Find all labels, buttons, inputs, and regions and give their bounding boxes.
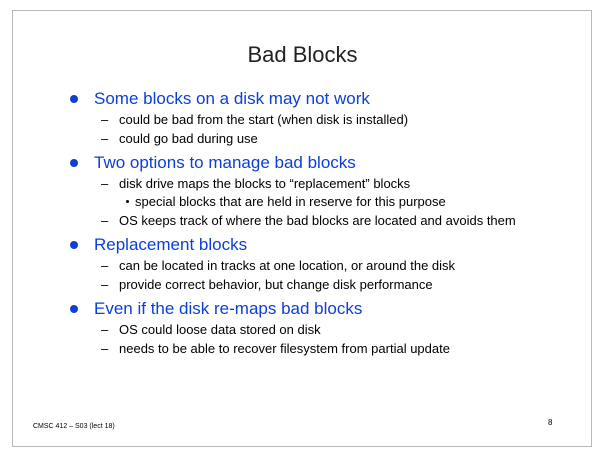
dash-icon: – <box>101 213 109 228</box>
dash-icon: – <box>101 131 109 146</box>
slide-title: Bad Blocks <box>247 42 358 67</box>
bullet-text: Two options to manage bad blocks <box>94 153 356 172</box>
dash-icon: – <box>101 322 109 337</box>
bullet-even-if-remaps <box>67 298 567 319</box>
dash-icon: – <box>101 258 109 273</box>
dash-icon: – <box>101 341 109 356</box>
sub-bullet-text: needs to be able to recover filesystem from partial update <box>119 341 450 356</box>
bullet-replacement-blocks <box>67 234 567 255</box>
bullet-text: Some blocks on a disk may not work <box>94 89 370 108</box>
sub-sub-bullet-text: special blocks that are held in reserve for this purpose <box>135 194 446 209</box>
sub-bullet <box>67 212 567 229</box>
dash-icon: – <box>101 176 109 191</box>
sub-bullet-text: OS could loose data stored on disk <box>119 322 321 337</box>
sub-bullet <box>67 321 567 338</box>
sub-bullet-text: could be bad from the start (when disk is installed) <box>119 112 409 127</box>
bullet-dot-icon <box>70 159 78 167</box>
bullet-text: Replacement blocks <box>94 235 248 254</box>
slide-content <box>67 88 567 357</box>
sub-bullet-text: disk drive maps the blocks to “replacement” blocks <box>119 176 411 191</box>
small-dot-icon <box>126 200 129 203</box>
sub-bullet <box>67 340 567 357</box>
sub-bullet <box>67 175 567 192</box>
sub-sub-bullet <box>67 193 567 210</box>
sub-bullet <box>67 276 567 293</box>
sub-bullet-text: can be located in tracks at one location, or around the disk <box>119 258 456 273</box>
bullet-text: Even if the disk re-maps bad blocks <box>94 299 363 318</box>
sub-bullet-text: OS keeps track of where the bad blocks are located and avoids them <box>119 213 516 228</box>
bullet-two-options <box>67 152 567 173</box>
page-number: 8 <box>548 418 553 427</box>
sub-bullet-text: provide correct behavior, but change disk performance <box>119 277 433 292</box>
sub-bullet <box>67 111 567 128</box>
sub-bullet-text: could go bad during use <box>119 131 258 146</box>
bullet-dot-icon <box>70 305 78 313</box>
bullet-dot-icon <box>70 95 78 103</box>
sub-bullet <box>67 257 567 274</box>
sub-bullet <box>67 130 567 147</box>
bullet-some-blocks <box>67 88 567 109</box>
dash-icon: – <box>101 112 109 127</box>
course-footer: CMSC 412 – S03 (lect 18) <box>33 423 115 430</box>
bullet-dot-icon <box>70 241 78 249</box>
dash-icon: – <box>101 277 109 292</box>
